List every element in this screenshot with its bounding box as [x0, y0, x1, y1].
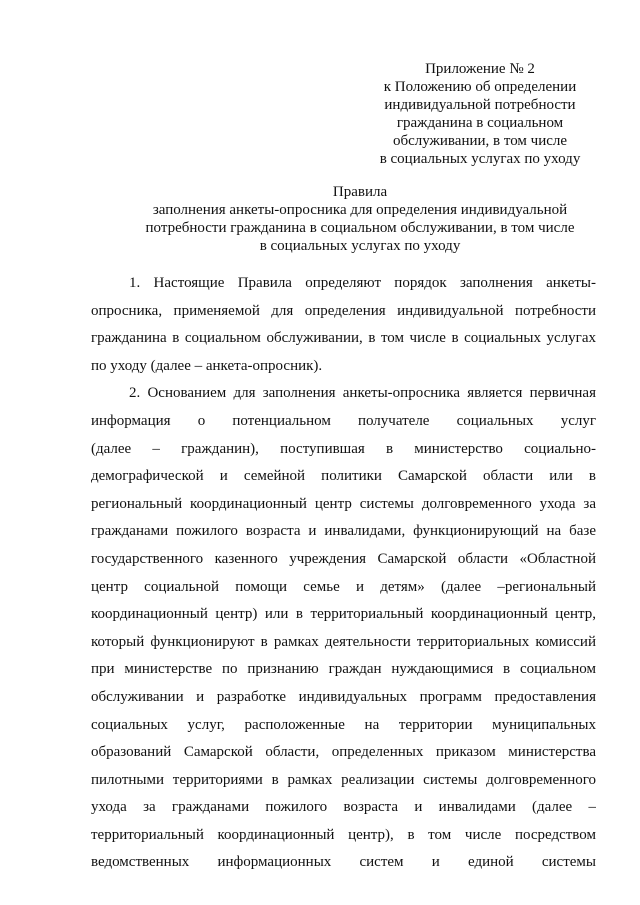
paragraph-line: при министерстве по признанию граждан нуждающимися в социальном: [91, 661, 596, 678]
paragraph-line: пилотными территориями в рамках реализации системы долговременного: [91, 771, 596, 788]
paragraph-line: ведомственных информационных систем и единой системы: [91, 854, 596, 871]
document-body: [91, 270, 596, 877]
paragraph-line: (далее – гражданин), поступившая в министерство социально-: [91, 440, 596, 457]
paragraph-line: по уходу (далее – анкета-опросник).: [91, 357, 323, 374]
paragraph-line: демографической и семейной политики Самарской области или в: [91, 468, 596, 485]
appendix-header: [330, 60, 630, 168]
appendix-line: к Положению об определении: [383, 79, 577, 95]
appendix-line: обслуживании, в том числе: [392, 133, 568, 149]
paragraph-line: социальных услуг, расположенные на территории муниципальных: [91, 716, 596, 733]
paragraph-line: ухода за гражданами пожилого возраста и инвалидами (далее –: [91, 799, 596, 816]
paragraph-line: региональный координационный центр системы долговременного ухода за: [91, 495, 596, 512]
appendix-line: в социальных услугах по уходу: [379, 151, 581, 167]
appendix-line: Приложение № 2: [425, 61, 535, 77]
paragraph-line: гражданами пожилого возраста и инвалидами, функционирующий на базе: [91, 523, 596, 540]
paragraph-line: который функционируют в рамках деятельности территориальных комиссий: [91, 633, 596, 650]
document-title: [80, 183, 640, 255]
title-heading: Правила: [332, 184, 388, 200]
title-line: потребности гражданина в социальном обслуживании, в том числе: [145, 220, 575, 236]
paragraph-1: [91, 270, 596, 380]
paragraph-line: гражданина в социальном обслуживании, в том числе в социальных услугах: [91, 330, 596, 347]
title-line: в социальных услугах по уходу: [259, 238, 461, 254]
paragraph-line: опросника, применяемой для определения индивидуальной потребности: [91, 302, 596, 319]
paragraph-line: центр социальной помощи семье и детям» (далее –региональный: [91, 578, 596, 595]
paragraph-line: государственного казенного учреждения Самарской области «Областной: [91, 550, 596, 567]
paragraph-2: [91, 380, 596, 877]
paragraph-line: обслуживании и разработке индивидуальных программ предоставления: [91, 688, 596, 705]
title-line: заполнения анкеты-опросника для определения индивидуальной: [152, 202, 568, 218]
paragraph-line: координационный центр) или в территориальный координационный центр,: [91, 606, 596, 623]
appendix-line: гражданина в социальном: [396, 115, 564, 131]
paragraph-line: образований Самарской области, определенных приказом министерства: [91, 744, 596, 761]
paragraph-line: информация о потенциальном получателе социальных услуг: [91, 412, 596, 429]
paragraph-line: территориальный координационный центр), в том числе посредством: [91, 826, 596, 843]
paragraph-line: 1. Настоящие Правила определяют порядок заполнения анкеты-: [129, 275, 596, 291]
appendix-line: индивидуальной потребности: [384, 97, 576, 113]
paragraph-line: 2. Основанием для заполнения анкеты-опросника является первичная: [129, 385, 596, 402]
